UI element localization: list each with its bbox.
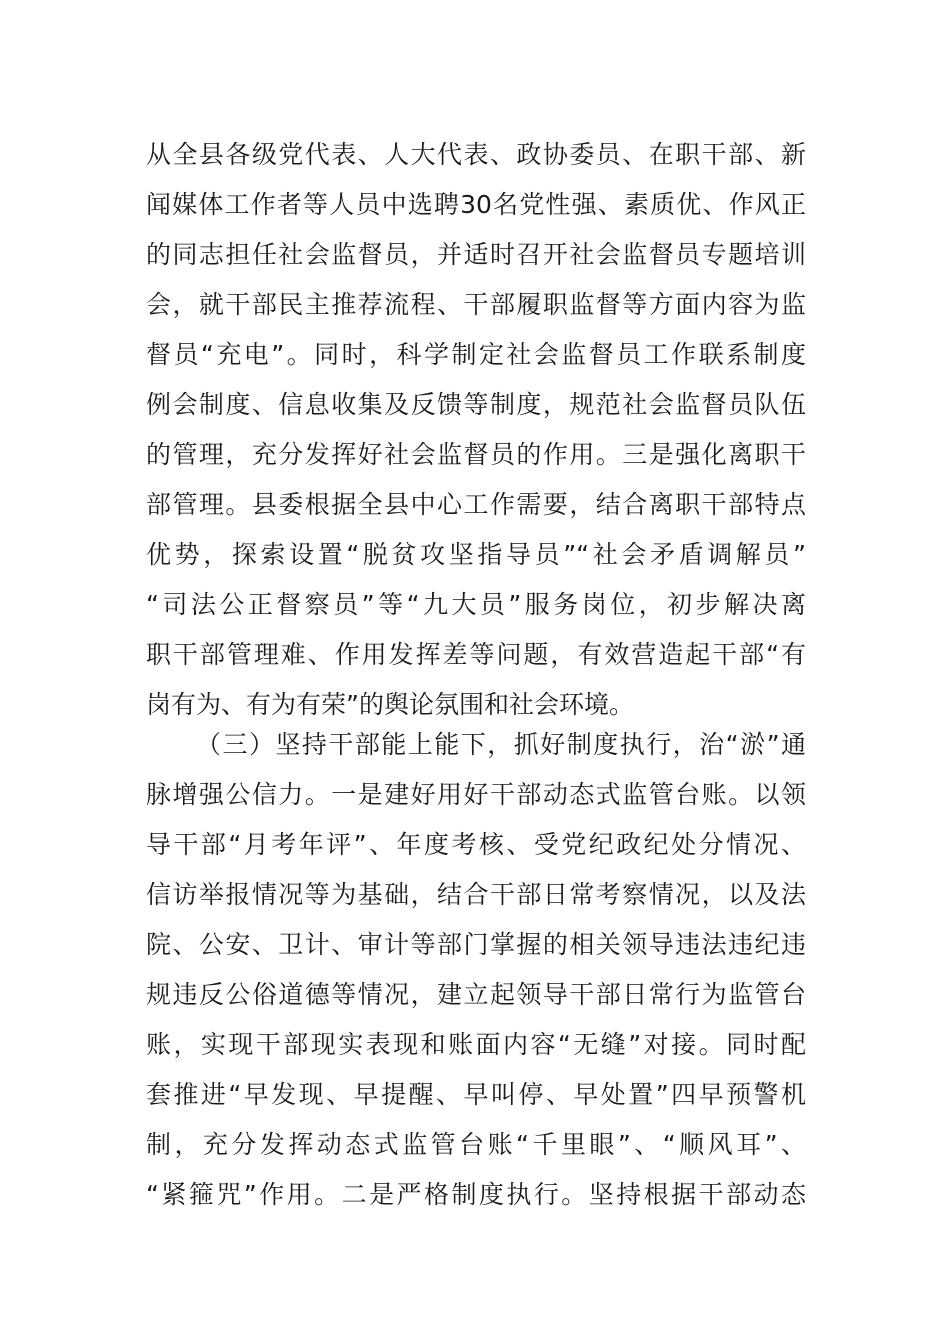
- paragraph-line: 督员“充电”。同时，科学制定社会监督员工作联系制度: [146, 340, 806, 369]
- paragraph-line: 脉增强公信力。一是建好用好干部动态式监管台账。以领: [146, 780, 806, 809]
- paragraph-line: 部管理。县委根据全县中心工作需要，结合离职干部特点: [146, 490, 806, 519]
- paragraph-line: 岗有为、有为有荣”的舆论氛围和社会环境。: [146, 690, 634, 719]
- paragraph-line: 职干部管理难、作用发挥差等问题，有效营造起干部“有: [146, 640, 806, 669]
- paragraph-line: （三）坚持干部能上能下，抓好制度执行，治“淤”通: [196, 730, 806, 759]
- paragraph-line: “司法公正督察员”等“九大员”服务岗位，初步解决离: [146, 590, 806, 619]
- paragraph-line: 会，就干部民主推荐流程、干部履职监督等方面内容为监: [146, 290, 806, 319]
- paragraph-line: 规违反公俗道德等情况，建立起领导干部日常行为监管台: [146, 980, 806, 1009]
- paragraph-line: 院、公安、卫计、审计等部门掌握的相关领导违法违纪违: [146, 930, 806, 959]
- paragraph-line: “紧箍咒”作用。二是严格制度执行。坚持根据干部动态: [146, 1180, 806, 1209]
- paragraph-line: 信访举报情况等为基础，结合干部日常考察情况，以及法: [146, 880, 806, 909]
- paragraph-line: 例会制度、信息收集及反馈等制度，规范社会监督员队伍: [146, 390, 806, 419]
- paragraph-2: [146, 720, 806, 1220]
- paragraph-line: 制，充分发挥动态式监管台账“千里眼”、“顺风耳”、: [146, 1130, 806, 1159]
- paragraph-line: 的同志担任社会监督员，并适时召开社会监督员专题培训: [146, 240, 806, 269]
- paragraph-line: 的管理，充分发挥好社会监督员的作用。三是强化离职干: [146, 440, 806, 469]
- paragraph-line: 闻媒体工作者等人员中选聘30名党性强、素质优、作风正: [146, 190, 806, 219]
- paragraph-line: 优势，探索设置“脱贫攻坚指导员”“社会矛盾调解员”: [146, 540, 806, 569]
- paragraph-line: 从全县各级党代表、人大代表、政协委员、在职干部、新: [146, 140, 806, 169]
- paragraph-1: [146, 130, 806, 730]
- paragraph-line: 导干部“月考年评”、年度考核、受党纪政纪处分情况、: [146, 830, 806, 859]
- paragraph-line: 套推进“早发现、早提醒、早叫停、早处置”四早预警机: [146, 1080, 806, 1109]
- paragraph-line: 账，实现干部现实表现和账面内容“无缝”对接。同时配: [146, 1030, 806, 1059]
